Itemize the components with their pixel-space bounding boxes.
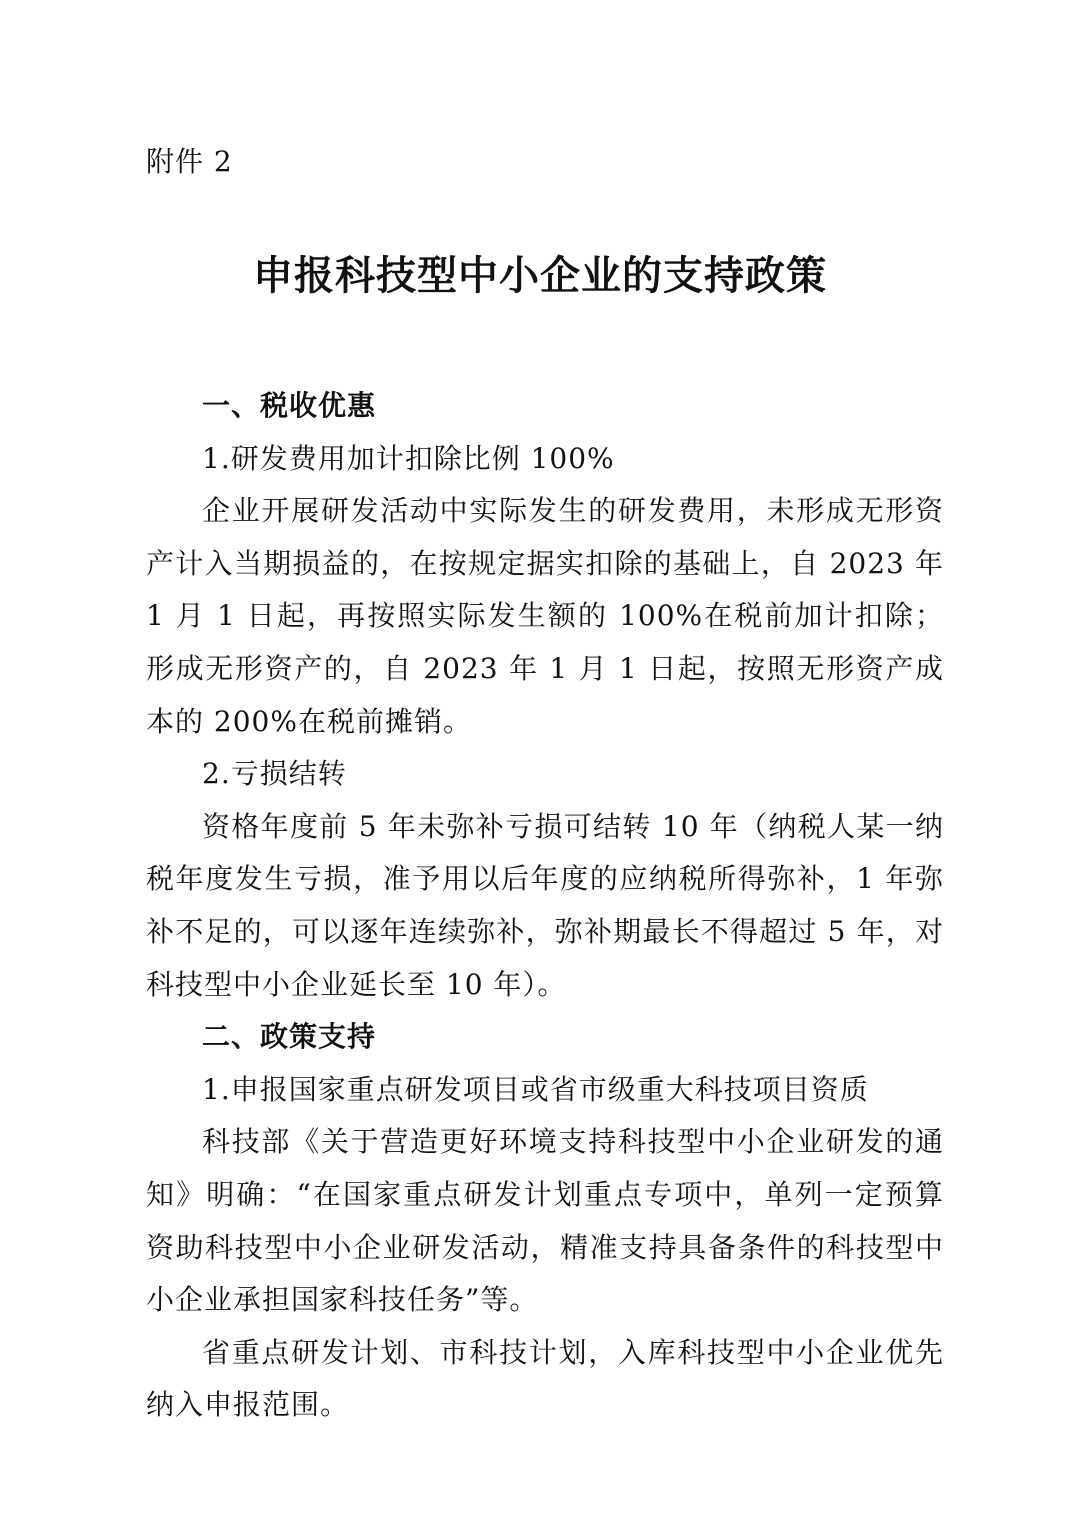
subheading-loss-carryover: 2.亏损结转 [202, 757, 347, 791]
document-body [146, 380, 944, 1432]
attachment-label: 附件 2 [146, 145, 233, 178]
paragraph-provincial-plans: 省重点研发计划、市科技计划，入库科技型中小企业优先纳入申报范围。 [146, 1335, 944, 1422]
subheading-rd-deduction: 1.研发费用加计扣除比例 100% [202, 441, 615, 475]
subheading-project-qualification: 1.申报国家重点研发项目或省市级重大科技项目资质 [202, 1072, 869, 1106]
paragraph-rd-deduction: 企业开展研发活动中实际发生的研发费用，未形成无形资产计入当期损益的，在按规定据实扣除的基础上，自 2023 年 1 月 1 日起，再按照实际发生额的 100%在税前加计扣除；形成无形资产的，自 2023 年 1 月 1 日起，按照无形资产成本的 200%在税前摊销。 [146, 494, 944, 738]
paragraph-ministry-notice: 科技部《关于营造更好环境支持科技型中小企业研发的通知》明确：“在国家重点研发计划重点专项中，单列一定预算资助科技型中小企业研发活动，精准支持具备条件的科技型中小企业承担国家科技任务”等。 [146, 1125, 944, 1317]
paragraph-loss-carryover: 资格年度前 5 年未弥补亏损可结转 10 年（纳税人某一纳税年度发生亏损，准予用以后年度的应纳税所得弥补，1 年弥补不足的，可以逐年连续弥补，弥补期最长不得超过 5 年，对科技型中小企业延长至 10 年）。 [146, 809, 944, 1001]
page-title: 申报科技型中小企业的支持政策 [253, 253, 827, 299]
section-heading-policy: 二、政策支持 [202, 1020, 377, 1054]
section-heading-tax: 一、税收优惠 [202, 389, 377, 422]
